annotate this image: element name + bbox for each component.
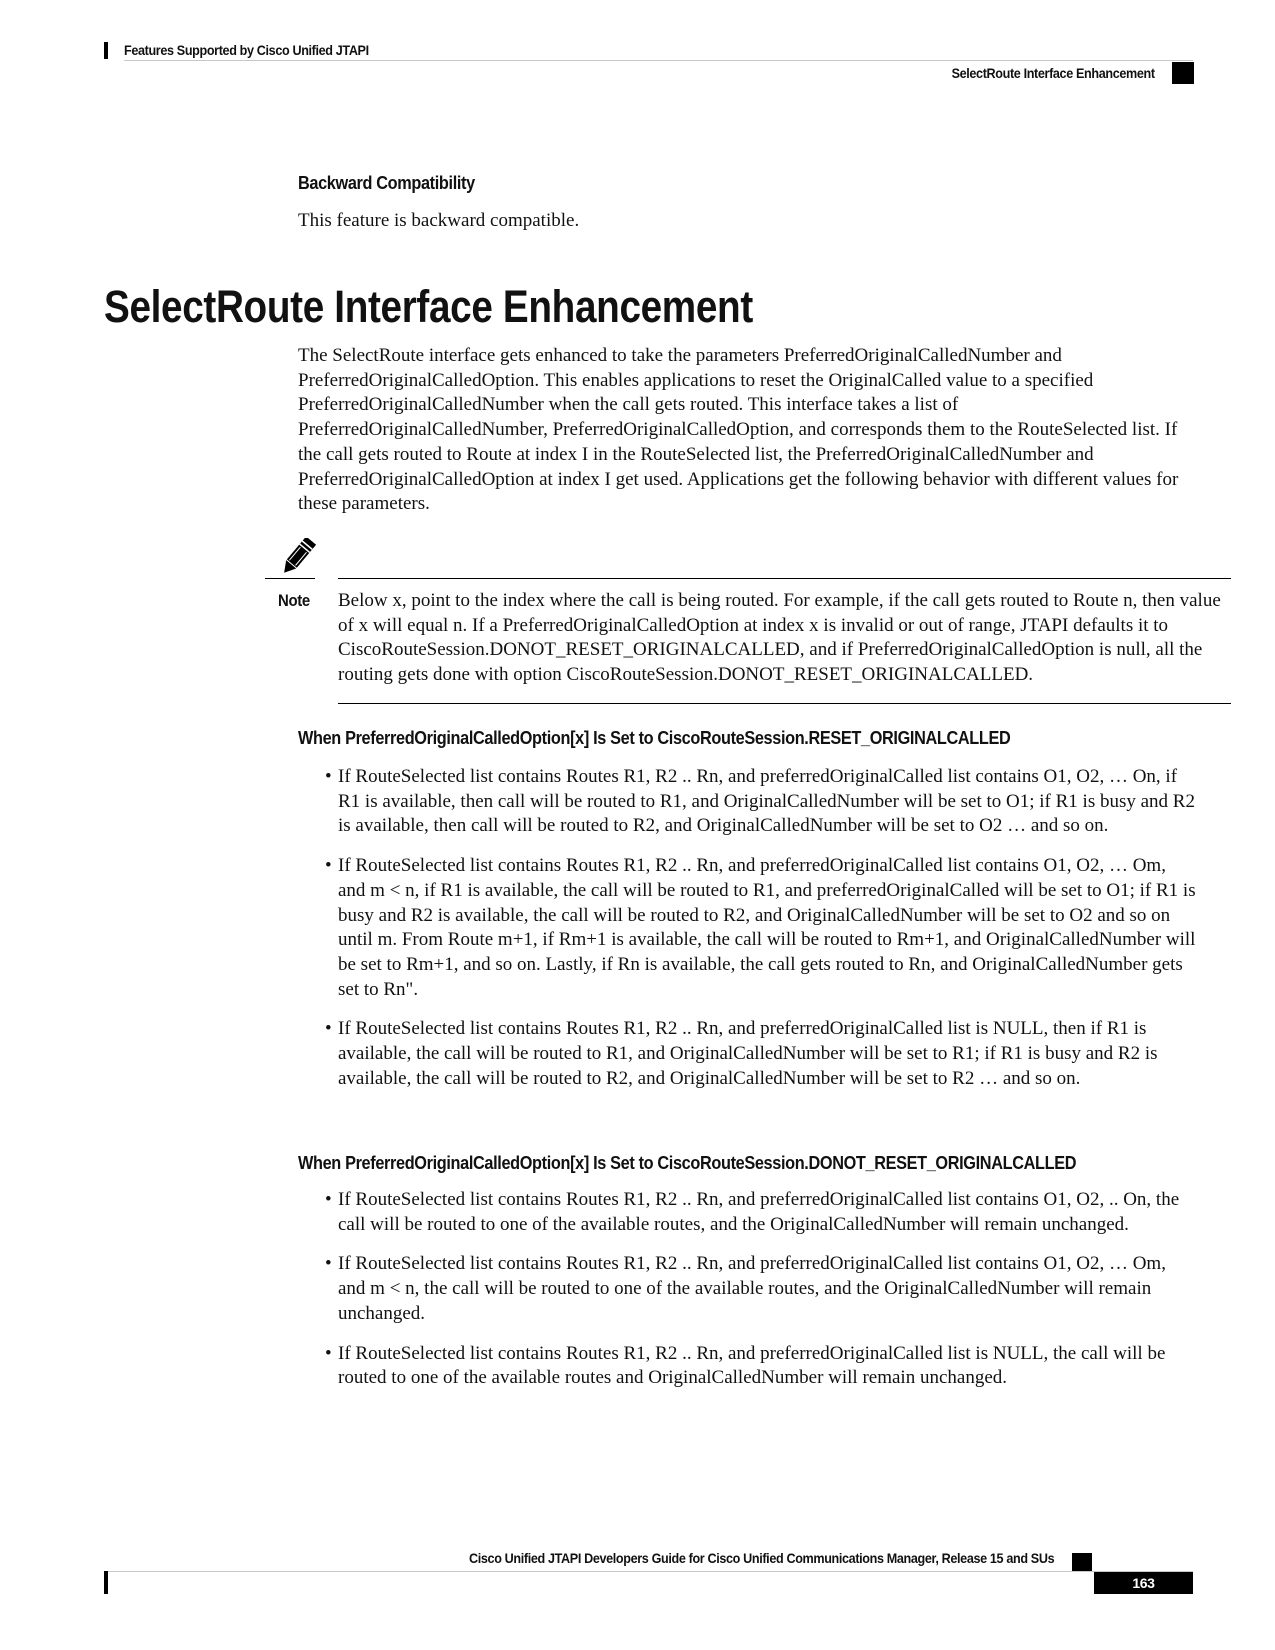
note-text: Below x, point to the index where the call is being routed. For example, if the call gets routed to Route n, then value of x will equal n. If a PreferredOriginalCalledOption at index x is invalid or out of range, JTAPI defaults it to CiscoRouteSession.DONOT_RESET_ORIGINALCALLED, and if PreferredOriginalCalledOption is null, all the routing gets done with option CiscoRouteSession.DONOT_RESET_ORIGINALCALLED.: [338, 590, 1221, 686]
header-rule: [124, 60, 1193, 61]
footer-guide-title: Cisco Unified JTAPI Developers Guide for Cisco Unified Communications Manager, Release 15 and SUs: [468, 1550, 1054, 1566]
list-item: • If RouteSelected list contains Routes R1, R2 .. Rn, and preferredOriginalCalled list contains O1, O2, … On, if R1 is available, then call will be routed to R1, and OriginalCalledNumber will be set to O1; if R1 is busy and R2 is available, then call will be routed to R2, and OriginalCalledNumber will be set to O2 … and so on.: [325, 766, 1195, 837]
note-icon-rule: [265, 578, 315, 579]
reset-section-heading: When PreferredOriginalCalledOption[x] Is Set to CiscoRouteSession.RESET_ORIGINALCALLED: [298, 727, 1011, 748]
header-chapter-title: Features Supported by Cisco Unified JTAPI: [124, 42, 369, 58]
note-label: Note: [278, 591, 310, 610]
reset-bullet-list: [298, 765, 1198, 1106]
list-item-text: If RouteSelected list contains Routes R1, R2 .. Rn, and preferredOriginalCalled list contains O1, O2, … Om, and m < n, if R1 is available, the call will be routed to R1, and preferredOriginalCalled will be set to O1; if R1 is busy and R2 is available, the call will be routed to R2, and OriginalCalledNumber will be set to O2 and so on until m. From Route m+1, if Rm+1 is available, the call will be routed to Rm+1, and OriginalCalledNumber will be set to Rm+1, and so on. Lastly, if Rn is available, the call gets routed to Rn, and OriginalCalledNumber gets set to Rn".: [338, 855, 1196, 1000]
footer-marker-block: [1072, 1553, 1092, 1571]
list-item-text: If RouteSelected list contains Routes R1, R2 .. Rn, and preferredOriginalCalled list is NULL, then if R1 is available, the call will be routed to R1, and OriginalCalledNumber will be set to R1; if R1 is busy and R2 is available, the call will be routed to R2, and OriginalCalledNumber will be set to R2 … and so on.: [338, 1018, 1158, 1089]
note-top-rule: [338, 578, 1231, 579]
page-title: SelectRoute Interface Enhancement: [104, 281, 753, 332]
list-item: • If RouteSelected list contains Routes R1, R2 .. Rn, and preferredOriginalCalled list is NULL, then if R1 is available, the call will be routed to R1, and OriginalCalledNumber will be set to R1; if R1 is busy and R2 is available, the call will be routed to R2, and OriginalCalledNumber will be set to R2 … and so on.: [325, 1018, 1158, 1089]
pencil-icon: [278, 538, 318, 576]
list-item-text: If RouteSelected list contains Routes R1, R2 .. Rn, and preferredOriginalCalled list contains O1, O2, .. On, the call will be routed to one of the available routes, and the OriginalCalledNumber will remain unchanged.: [338, 1189, 1180, 1235]
donot-bullet-list: [298, 1188, 1198, 1406]
backward-compat-text: This feature is backward compatible.: [298, 210, 580, 231]
page-number: 163: [1094, 1572, 1193, 1594]
donot-section-heading: When PreferredOriginalCalledOption[x] Is Set to CiscoRouteSession.DONOT_RESET_ORIGINALCALLED: [298, 1152, 1077, 1173]
list-item: • If RouteSelected list contains Routes R1, R2 .. Rn, and preferredOriginalCalled list contains O1, O2, … Om, and m < n, the call will be routed to one of the available routes, and the OriginalCalledNumber will remain unchanged.: [325, 1253, 1166, 1324]
note-bottom-rule: [338, 703, 1231, 704]
list-item-text: If RouteSelected list contains Routes R1, R2 .. Rn, and preferredOriginalCalled list is NULL, the call will be routed to one of the available routes and OriginalCalledNumber will remain unchanged.: [338, 1342, 1166, 1389]
list-item-text: If RouteSelected list contains Routes R1, R2 .. Rn, and preferredOriginalCalled list contains O1, O2, … On, if R1 is available, then call will be routed to R1, and OriginalCalledNumber will be set to O1; if R1 is busy and R2 is available, then call will be routed to R2, and OriginalCalledNumber will be set to O2 … and so on.: [338, 766, 1195, 837]
header-marker-bar: [104, 42, 108, 59]
list-item: • If RouteSelected list contains Routes R1, R2 .. Rn, and preferredOriginalCalled list contains O1, O2, .. On, the call will be routed to one of the available routes, and the OriginalCalledNumber will remain unchanged.: [325, 1189, 1180, 1235]
list-item-text: If RouteSelected list contains Routes R1, R2 .. Rn, and preferredOriginalCalled list contains O1, O2, … Om, and m < n, the call will be routed to one of the available routes, and the OriginalCalledNumber will remain unchanged.: [338, 1253, 1166, 1324]
list-item: • If RouteSelected list contains Routes R1, R2 .. Rn, and preferredOriginalCalled list contains O1, O2, … Om, and m < n, if R1 is available, the call will be routed to R1, and preferredOriginalCalled will be set to O1; if R1 is busy and R2 is available, the call will be routed to R2, and OriginalCalledNumber will be set to O2 and so on until m. From Route m+1, if Rm+1 is available, the call will be routed to Rm+1, and OriginalCalledNumber will be set to Rm+1, and so on. Lastly, if Rn is available, the call gets routed to Rn, and OriginalCalledNumber gets set to Rn".: [325, 855, 1196, 1000]
header-section-title: SelectRoute Interface Enhancement: [951, 65, 1155, 81]
footer-rule: [104, 1571, 1193, 1572]
header-marker-block: [1172, 62, 1194, 84]
section-intro: The SelectRoute interface gets enhanced to take the parameters PreferredOriginalCalledNumber and PreferredOriginalCalledOption. This enables applications to reset the OriginalCalled value to a specified PreferredOriginalCalledNumber when the call gets routed. This interface takes a list of PreferredOriginalCalledNumber, PreferredOriginalCalledOption, and corresponds them to the RouteSelected list. If the call gets routed to Route at index I in the RouteSelected list, the PreferredOriginalCalledNumber and PreferredOriginalCalledOption at index I get used. Applications get the following behavior with different values for these parameters.: [298, 345, 1179, 515]
backward-compat-heading: Backward Compatibility: [298, 172, 475, 193]
list-item: • If RouteSelected list contains Routes R1, R2 .. Rn, and preferredOriginalCalled list is NULL, the call will be routed to one of the available routes and OriginalCalledNumber will remain unchanged.: [325, 1342, 1166, 1389]
footer-marker-bar: [104, 1571, 108, 1594]
